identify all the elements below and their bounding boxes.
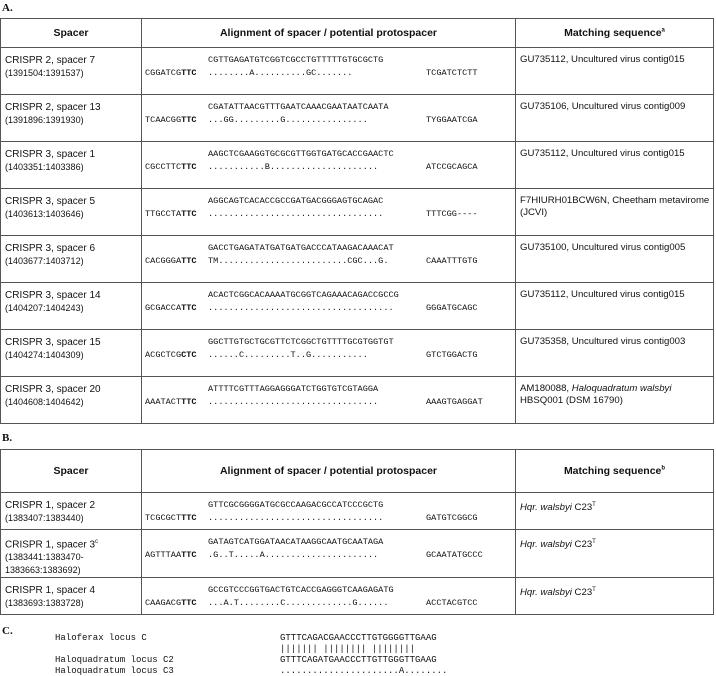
pam-motif: TTC (181, 513, 197, 523)
table-row (1, 95, 714, 142)
spacer-sequence: AGGCAGTCACACCGCCGATGACGGGAGTGCAGAC (208, 196, 384, 206)
left-flank-seq: CGCCTTC (145, 162, 182, 172)
table-b (0, 449, 714, 615)
type-strain-marker: T (592, 587, 596, 594)
spacer-name-text: CRISPR 3, spacer 6 (5, 243, 96, 254)
right-flank: TYGGAATCGA (426, 115, 478, 125)
spacer-sequence: GACCTGAGATATGATGATGACCCATAAGACAAACAT (208, 243, 394, 253)
alignment-cell (142, 142, 516, 189)
type-strain-marker: T (592, 539, 596, 545)
pam-motif: TTC (181, 162, 197, 172)
table-row (1, 330, 714, 377)
table-row (1, 48, 714, 95)
matching-organism: Haloquadratum walsbyi (571, 383, 672, 394)
spacer-name (5, 536, 141, 551)
right-flank: ATCCGCAGCA (426, 162, 478, 172)
protospacer-alignment: TM.........................CGC...G. (208, 256, 389, 266)
left-flank-seq: TCAACGG (145, 115, 182, 125)
left-flank (145, 209, 197, 220)
spacer-name-text: CRISPR 1, spacer 4 (5, 585, 96, 597)
pam-motif: TTC (181, 550, 197, 560)
section-b-label: B. (2, 432, 13, 444)
protospacer-alignment: ...A.T........C.............G...... (208, 598, 389, 609)
spacer-coordinates: (1403613:1403646) (5, 209, 84, 219)
protospacer-alignment: .................................. (208, 513, 384, 523)
alignment-cell (142, 377, 516, 424)
spacer-sequence: AAGCTCGAAGGTGCGCGTTGGTGATGCACCGAACTC (208, 149, 394, 159)
left-flank-seq: CAAGACG (145, 598, 182, 609)
protospacer-alignment: ...GG.........G................ (208, 115, 368, 125)
pam-motif: TTC (181, 68, 197, 78)
spacer-name (5, 54, 141, 67)
spacer-name (5, 584, 141, 597)
table-row (1, 493, 714, 530)
left-flank-seq: TCGCGCT (145, 513, 182, 523)
spacer-sequence: GATAGTCATGGATAACATAAGGCAATGCAATAGA (208, 537, 384, 547)
spacer-sequence: GCCGTCCCGGTGACTGTCACCGAGGGTCAAGAGATG (208, 585, 394, 596)
right-flank: GATGTCGGCG (426, 513, 478, 523)
protospacer-alignment: .G..T.....A...................... (208, 550, 379, 560)
protospacer-alignment: ........A..........GC....... (208, 68, 353, 78)
spacer-cell (1, 189, 142, 236)
pam-motif: TTC (181, 598, 197, 609)
spacer-name (5, 499, 141, 512)
left-flank (145, 68, 197, 79)
spacer-name (5, 195, 141, 208)
matching-sequence: GU735112, Uncultured virus contig015 (520, 148, 685, 159)
spacer-sequence: GGCTTGTGCTGCGTTCTCGGCTGTTTTGCGTGGTGT (208, 337, 394, 347)
table-row (1, 283, 714, 330)
spacer-sequence: CGTTGAGATGTCGGTCGCCTGTTTTTGTGCGCTG (208, 55, 384, 65)
spacer-coordinates: (1403677:1403712) (5, 256, 84, 266)
pam-motif: TTC (181, 397, 197, 407)
alignment-cell (142, 48, 516, 95)
right-flank: TCGATCTCTT (426, 68, 478, 78)
alignment-cell (142, 578, 516, 615)
left-flank (145, 550, 197, 561)
spacer-cell (1, 283, 142, 330)
matching-sequence-cell (516, 330, 714, 377)
spacer-cell (1, 236, 142, 283)
matching-sequence-cell (516, 578, 714, 615)
spacer-name (5, 289, 141, 302)
pam-motif: TTC (181, 115, 197, 125)
spacer-name (5, 101, 141, 114)
section-c-label: C. (2, 625, 13, 637)
alignment-cell (142, 493, 516, 530)
right-flank: GTCTGGACTG (426, 350, 478, 360)
spacer-sequence: CGATATTAACGTTTGAATCAAACGAATAATCAATA (208, 102, 389, 112)
locus-sequence: GTTTCAGACGAACCCTTGTGGGGTTGAAG (280, 633, 437, 643)
right-flank: GGGATGCAGC (426, 303, 478, 313)
left-flank (145, 303, 197, 314)
left-flank (145, 350, 197, 361)
spacer-coordinates: (1404274:1404309) (5, 350, 84, 360)
table-a (0, 18, 714, 424)
pam-motif: TTC (181, 256, 197, 266)
spacer-coordinates: (1403351:1403386) (5, 162, 84, 172)
left-flank-seq: CACGGGA (145, 256, 182, 266)
table-row (1, 189, 714, 236)
spacer-name-text: CRISPR 3, spacer 1 (5, 149, 96, 160)
left-flank (145, 256, 197, 267)
header-spacer: Spacer (1, 450, 142, 493)
protospacer-alignment: ......C.........T..G........... (208, 350, 368, 360)
table-row (1, 377, 714, 424)
left-flank (145, 115, 197, 126)
spacer-cell (1, 493, 142, 530)
matching-sequence-cell (516, 236, 714, 283)
spacer-cell (1, 48, 142, 95)
protospacer-alignment: ................................. (208, 397, 379, 407)
right-flank: GCAATATGCCC (426, 550, 483, 560)
spacer-cell (1, 377, 142, 424)
protospacer-alignment: .................................... (208, 303, 394, 313)
spacer-coordinates: (1383441:1383470- 1383663:1383692) (5, 552, 84, 576)
matching-sequence-cell (516, 283, 714, 330)
spacer-cell (1, 142, 142, 189)
pam-motif: TTC (181, 209, 197, 219)
header-spacer: Spacer (1, 19, 142, 48)
matching-sequence-cell (516, 95, 714, 142)
footnote-marker: c (95, 539, 99, 545)
matching-sequence: GU735112, Uncultured virus contig015 (520, 54, 685, 65)
alignment-cell (142, 95, 516, 142)
spacer-coordinates: (1383407:1383440) (5, 513, 84, 523)
spacer-coordinates: (1383693:1383728) (5, 598, 84, 609)
spacer-name-text: CRISPR 3, spacer 15 (5, 337, 101, 348)
matching-sequence-cell (516, 493, 714, 530)
left-flank-seq: AAATACT (145, 397, 182, 407)
matching-strain: C23 (571, 587, 593, 599)
matching-sequence-cell (516, 530, 714, 578)
right-flank: CAAATTTGTG (426, 256, 478, 266)
locus-name: Haloferax locus C (55, 633, 147, 643)
alignment-cell (142, 530, 516, 578)
locus-sequence: GTTTCAGATGAACCCTTGTTGGGTTGAAG (280, 655, 437, 665)
table-header (1, 19, 714, 48)
spacer-coordinates: (1404608:1404642) (5, 397, 84, 407)
spacer-name-text: CRISPR 3, spacer 5 (5, 196, 96, 207)
spacer-sequence: ACACTCGGCACAAAATGCGGTCAGAAACAGACCGCCG (208, 290, 399, 300)
matching-sequence-cell (516, 48, 714, 95)
matching-organism: Hqr. walsbyi (520, 587, 572, 599)
spacer-coordinates: (1391896:1391930) (5, 115, 84, 125)
header-matching: Matching sequence$^b$ (516, 450, 714, 493)
left-flank (145, 162, 197, 173)
spacer-name-text: CRISPR 3, spacer 20 (5, 384, 101, 395)
protospacer-alignment: ...........B..................... (208, 162, 379, 172)
spacer-cell (1, 530, 142, 578)
spacer-name (5, 336, 141, 349)
spacer-name-text: CRISPR 1, spacer 2 (5, 500, 96, 511)
left-flank-seq: ACGCTCG (145, 350, 182, 360)
pam-motif: TTC (181, 303, 197, 313)
table-row (1, 530, 714, 578)
left-flank-seq: CGGATCG (145, 68, 182, 78)
spacer-cell (1, 330, 142, 377)
matching-sequence: GU735112, Uncultured virus contig015 (520, 289, 685, 300)
left-flank-seq: TTGCCTA (145, 209, 182, 219)
alignment-cell (142, 330, 516, 377)
left-flank-seq: AGTTTAA (145, 550, 182, 560)
table-row (1, 236, 714, 283)
spacer-name-text: CRISPR 2, spacer 13 (5, 102, 101, 113)
header-alignment: Alignment of spacer / potential protospacer (142, 19, 516, 48)
matching-sequence-cell (516, 189, 714, 236)
spacer-sequence: ATTTTCGTTTAGGAGGGATCTGGTGTCGTAGGA (208, 384, 379, 394)
table-row (1, 578, 714, 615)
spacer-name-text: CRISPR 3, spacer 14 (5, 290, 101, 301)
locus-sequence: ......................A........ (280, 666, 448, 676)
pam-motif: CTC (181, 350, 197, 360)
spacer-name-text: CRISPR 1, spacer 3 (5, 539, 96, 551)
type-strain-marker: T (592, 502, 596, 508)
table-row (1, 142, 714, 189)
matching-organism: Hqr. walsbyi (520, 502, 572, 514)
right-flank: TTTCGG---- (426, 209, 478, 219)
matching-sequence: F7HIURH01BCW6N, Cheetham metavirome (JCVI) (520, 195, 710, 218)
alignment-cell (142, 283, 516, 330)
spacer-cell (1, 95, 142, 142)
header-matching: Matching sequence$^a$ (516, 19, 714, 48)
right-flank: AAAGTGAGGAT (426, 397, 483, 407)
matching-sequence: GU735100, Uncultured virus contig005 (520, 242, 686, 253)
matching-sequence-cell (516, 377, 714, 424)
spacer-name (5, 148, 141, 161)
table-header (1, 450, 714, 493)
matching-organism: Hqr. walsbyi (520, 539, 572, 551)
spacer-sequence: GTTCGCGGGGATGCGCCAAGACGCCATCCCGCTG (208, 500, 384, 510)
matching-sequence-cell (516, 142, 714, 189)
protospacer-alignment: .................................. (208, 209, 384, 219)
spacer-name-text: CRISPR 2, spacer 7 (5, 55, 96, 66)
spacer-name (5, 383, 141, 396)
matching-sequence: GU735106, Uncultured virus contig009 (520, 101, 686, 112)
matching-strain: HBSQ001 (DSM 16790) (520, 395, 623, 406)
header-alignment: Alignment of spacer / potential protospacer (142, 450, 516, 493)
matching-strain: C23 (571, 502, 593, 514)
left-flank (145, 397, 197, 408)
locus-sequence: ||||||| |||||||| |||||||| (280, 644, 416, 654)
locus-name: Haloquadratum locus C2 (55, 655, 174, 665)
section-a-label: A. (2, 2, 13, 14)
matching-accession: AM180088, (520, 383, 572, 394)
spacer-coordinates: (1391504:1391537) (5, 68, 84, 78)
left-flank-seq: GCGACCA (145, 303, 182, 313)
locus-name: Haloquadratum locus C3 (55, 666, 174, 676)
alignment-cell (142, 236, 516, 283)
matching-strain: C23 (571, 539, 593, 551)
right-flank: ACCTACGTCC (426, 598, 478, 609)
left-flank (145, 598, 197, 609)
spacer-name (5, 242, 141, 255)
alignment-cell (142, 189, 516, 236)
left-flank (145, 513, 197, 524)
matching-sequence: GU735358, Uncultured virus contig003 (520, 336, 686, 347)
spacer-coordinates: (1404207:1404243) (5, 303, 84, 313)
spacer-cell (1, 578, 142, 615)
